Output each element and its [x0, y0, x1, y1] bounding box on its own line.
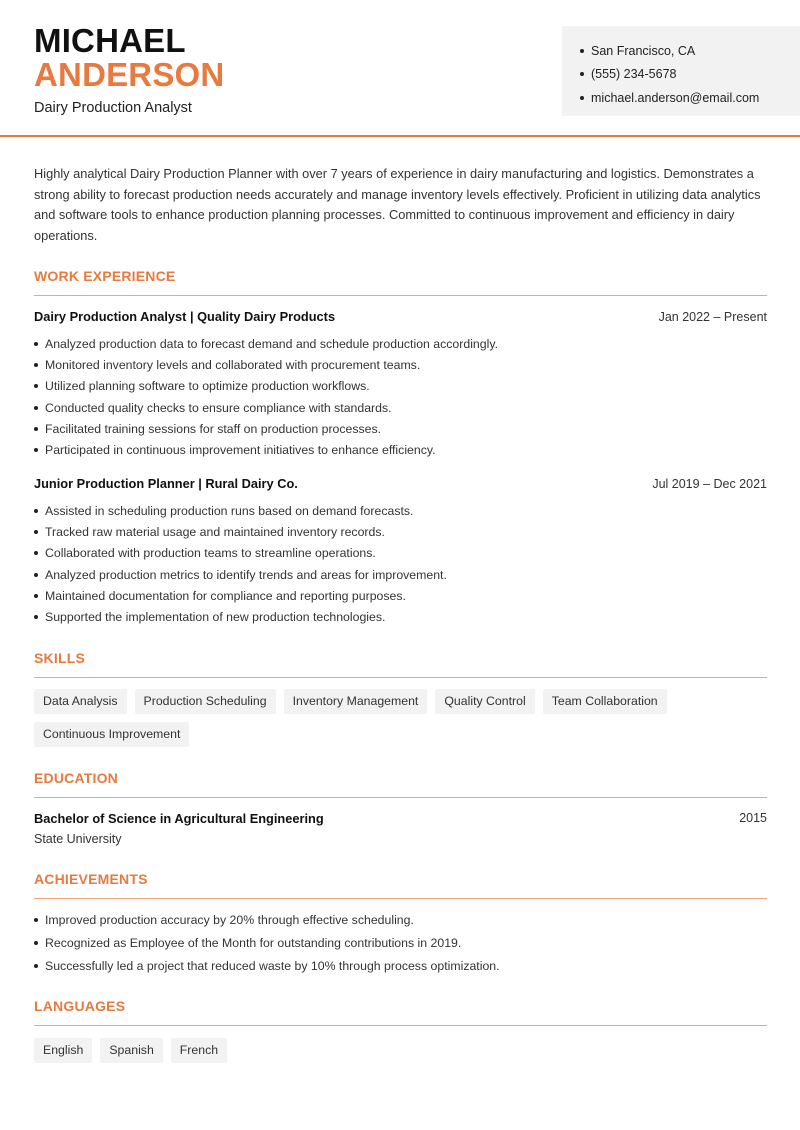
education-entry — [34, 811, 767, 846]
job-entry — [34, 309, 767, 461]
job-title: Dairy Production Analyst — [34, 100, 192, 116]
achievements-list — [34, 909, 767, 977]
job-dates: Jan 2022 – Present — [658, 310, 767, 324]
bullet-icon — [34, 573, 38, 577]
bullet-icon — [34, 964, 38, 968]
language-chip: Spanish — [100, 1038, 162, 1063]
section-title-work: WORK EXPERIENCE — [34, 268, 767, 296]
job-dates: Jul 2019 – Dec 2021 — [652, 477, 767, 491]
skill-chip: Data Analysis — [34, 689, 127, 714]
skills-list — [34, 689, 767, 747]
list-item: Conducted quality checks to ensure compliance with standards. — [34, 397, 767, 418]
list-item: Analyzed production data to forecast demand and schedule production accordingly. — [34, 333, 767, 354]
list-item: Monitored inventory levels and collaborated with procurement teams. — [34, 354, 767, 375]
section-title-languages: LANGUAGES — [34, 998, 767, 1026]
language-chip: French — [171, 1038, 227, 1063]
last-name: ANDERSON — [34, 56, 225, 93]
list-item: Collaborated with production teams to streamline operations. — [34, 543, 767, 564]
skill-chip: Production Scheduling — [135, 689, 276, 714]
list-item: Facilitated training sessions for staff on production processes. — [34, 418, 767, 439]
job-role: Dairy Production Analyst | Quality Dairy Products — [34, 309, 336, 324]
job-bullets — [34, 500, 767, 628]
skill-chip: Continuous Improvement — [34, 722, 189, 747]
bullet-icon — [34, 448, 38, 452]
list-item: Improved production accuracy by 20% through effective scheduling. — [34, 909, 767, 932]
contact-box — [562, 26, 800, 116]
bullet-icon — [34, 363, 38, 367]
bullet-icon — [34, 427, 38, 431]
bullet-icon — [580, 49, 584, 53]
list-item: Recognized as Employee of the Month for outstanding contributions in 2019. — [34, 932, 767, 955]
languages-list — [34, 1038, 767, 1063]
candidate-name — [34, 24, 224, 91]
skill-chip: Team Collaboration — [543, 689, 667, 714]
language-chip: English — [34, 1038, 92, 1063]
bullet-icon — [34, 594, 38, 598]
list-item: Utilized planning software to optimize production workflows. — [34, 376, 767, 397]
list-item: Successfully led a project that reduced waste by 10% through process optimization. — [34, 954, 767, 977]
contact-location — [580, 39, 800, 63]
graduation-year: 2015 — [739, 811, 767, 825]
bullet-icon — [34, 530, 38, 534]
contact-email[interactable] — [580, 86, 800, 110]
bullet-icon — [580, 72, 584, 76]
location-text: San Francisco, CA — [591, 43, 696, 58]
section-title-achievements: ACHIEVEMENTS — [34, 871, 767, 899]
list-item: Analyzed production metrics to identify trends and areas for improvement. — [34, 564, 767, 585]
bullet-icon — [34, 941, 38, 945]
section-title-education: EDUCATION — [34, 770, 767, 798]
contact-phone — [580, 63, 800, 87]
bullet-icon — [34, 551, 38, 555]
bullet-icon — [34, 342, 38, 346]
bullet-icon — [34, 406, 38, 410]
bullet-icon — [34, 615, 38, 619]
bullet-icon — [34, 918, 38, 922]
resume-header — [0, 0, 800, 137]
list-item: Maintained documentation for compliance and reporting purposes. — [34, 585, 767, 606]
job-bullets — [34, 333, 767, 461]
summary-paragraph: Highly analytical Dairy Production Planner with over 7 years of experience in dairy manufacturing and logistics. Demonstrates a strong ability to forecast production needs accurately and manage inventory levels effectively. Proficient in utilizing data analytics and software tools to enhance production planning processes. Committed to continuous improvement and efficiency in dairy operations. — [34, 166, 761, 243]
job-entry — [34, 476, 767, 628]
job-role: Junior Production Planner | Rural Dairy Co. — [34, 476, 298, 491]
list-item: Supported the implementation of new production technologies. — [34, 606, 767, 627]
degree: Bachelor of Science in Agricultural Engineering — [34, 811, 324, 826]
list-item: Participated in continuous improvement initiatives to enhance efficiency. — [34, 439, 767, 460]
bullet-icon — [34, 509, 38, 513]
first-name: MICHAEL — [34, 22, 186, 59]
email-text[interactable]: michael.anderson@email.com — [591, 90, 760, 105]
bullet-icon — [580, 96, 584, 100]
bullet-icon — [34, 384, 38, 388]
list-item: Tracked raw material usage and maintained inventory records. — [34, 521, 767, 542]
school-name: State University — [34, 832, 122, 846]
phone-text: (555) 234-5678 — [591, 67, 677, 82]
section-title-skills: SKILLS — [34, 650, 767, 678]
list-item: Assisted in scheduling production runs based on demand forecasts. — [34, 500, 767, 521]
skill-chip: Inventory Management — [284, 689, 428, 714]
skill-chip: Quality Control — [435, 689, 534, 714]
